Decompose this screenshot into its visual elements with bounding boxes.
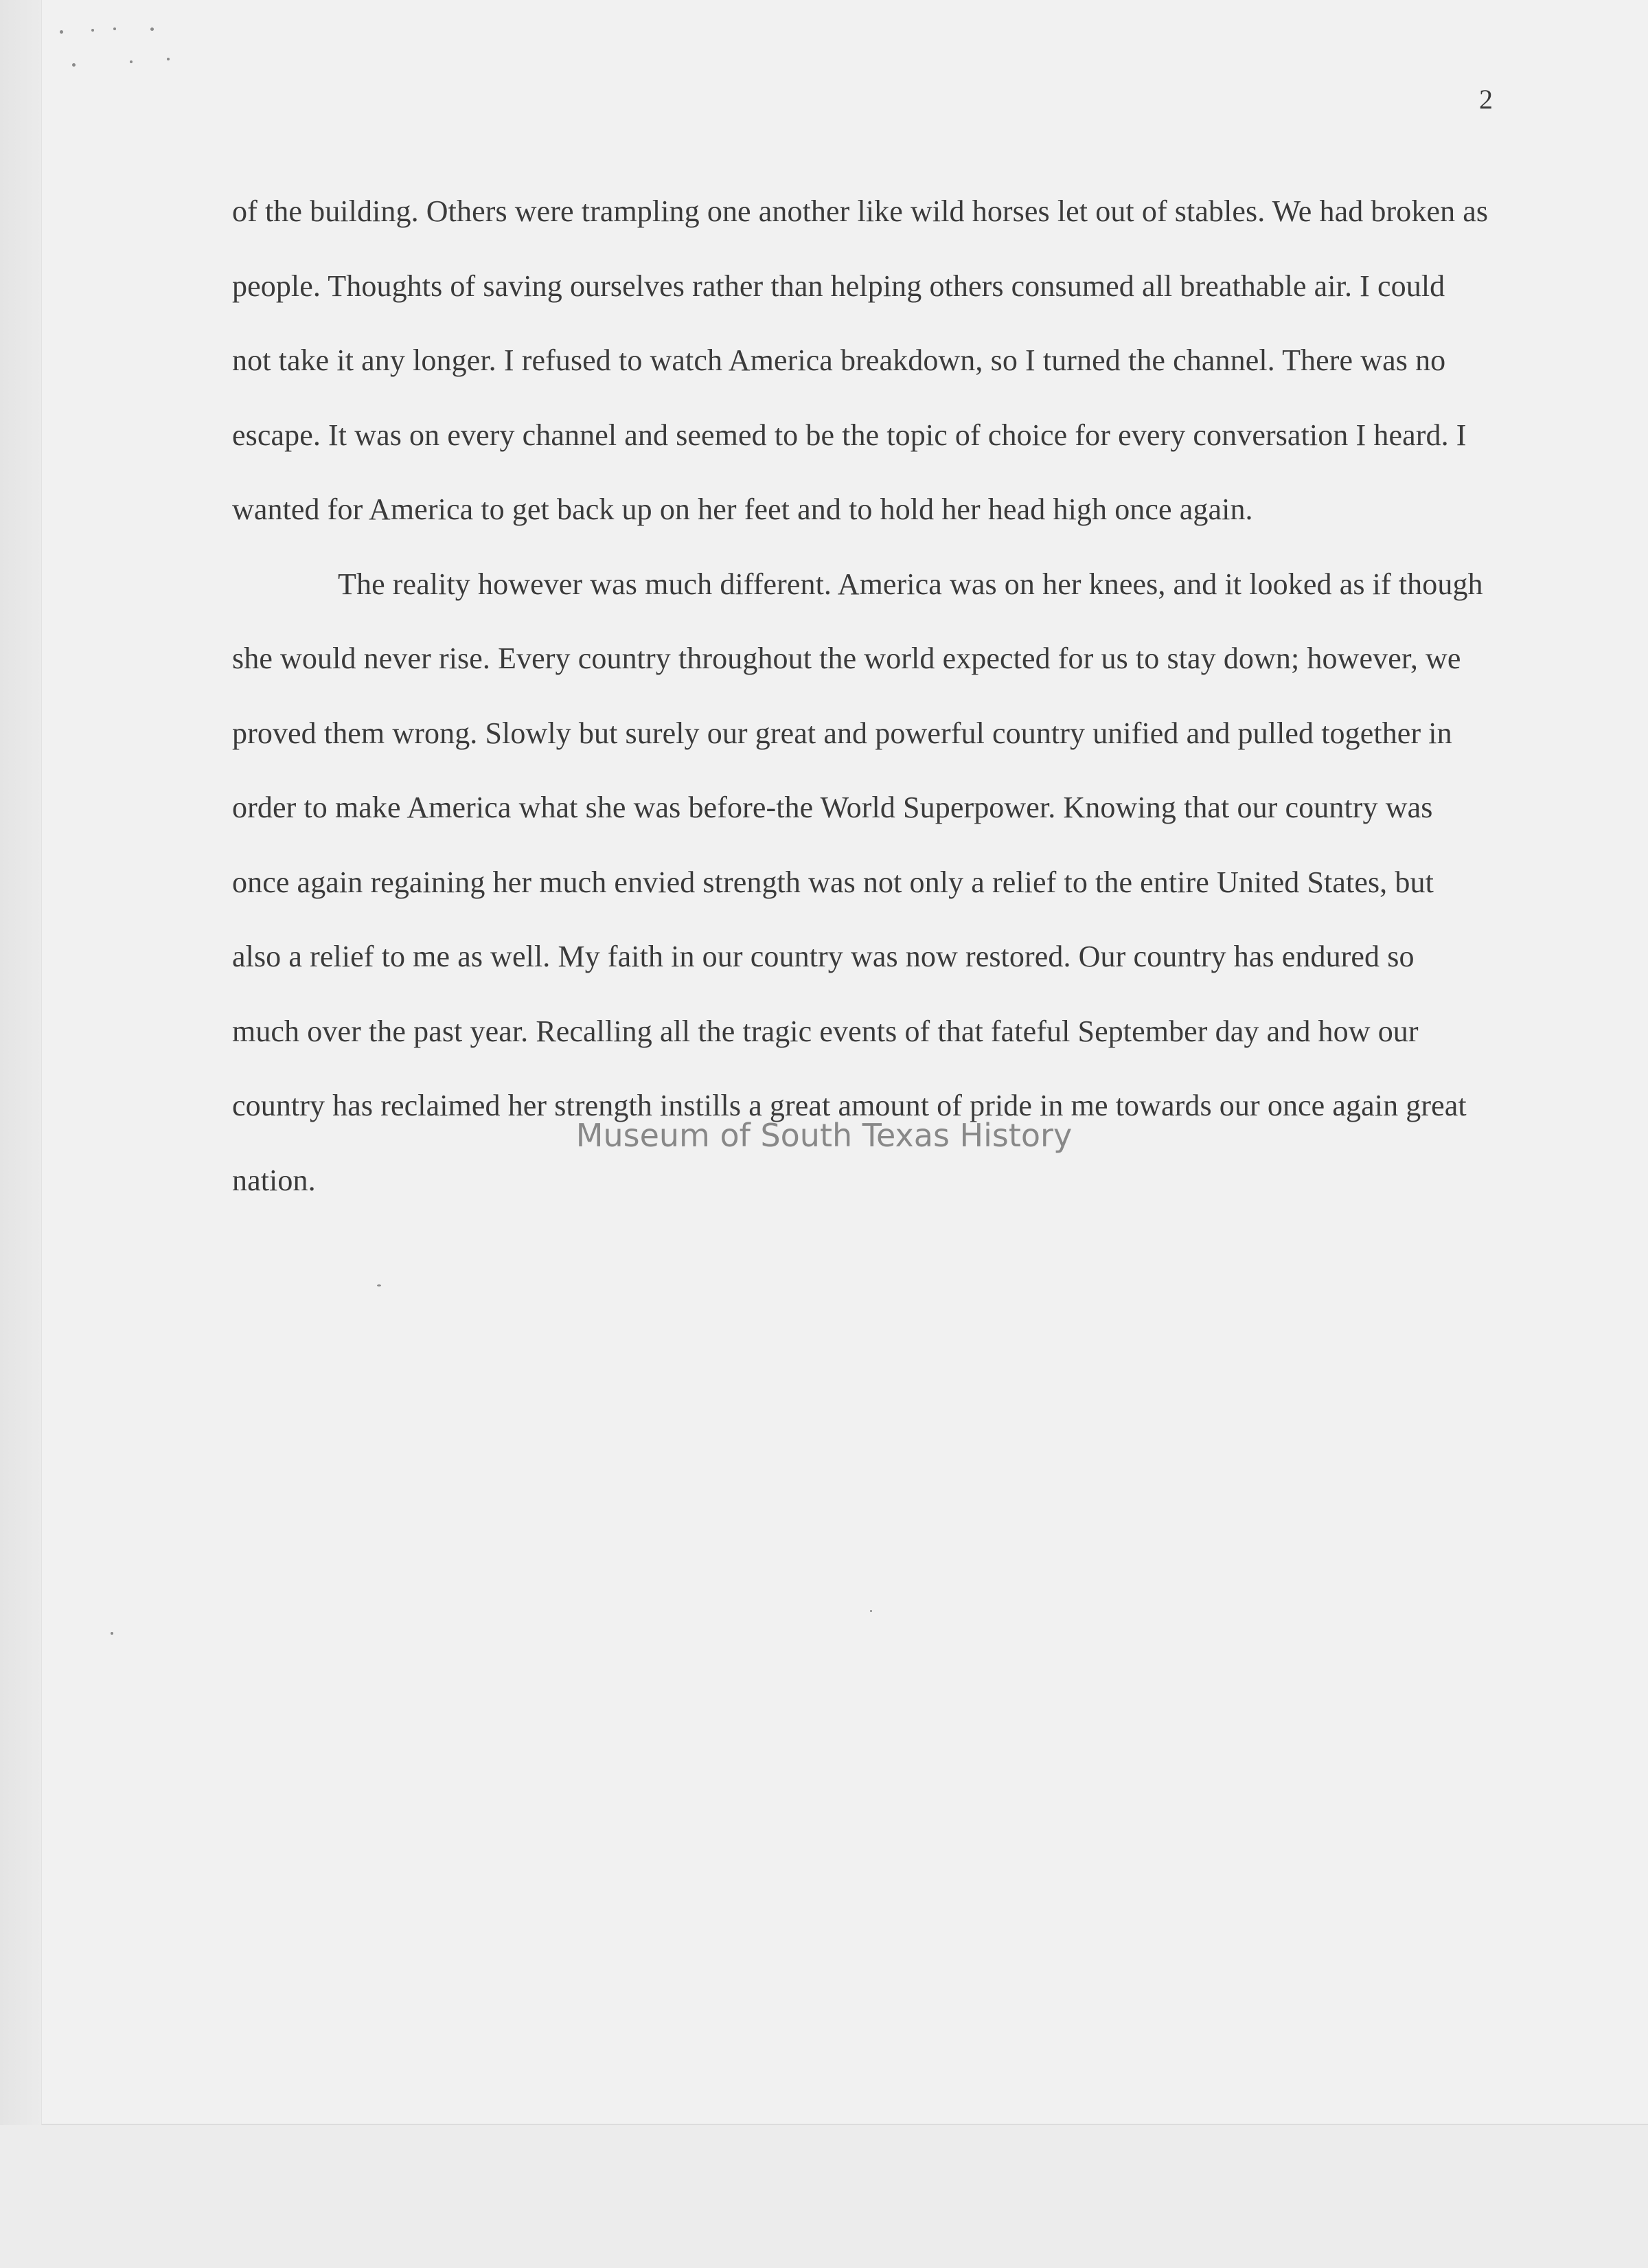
scan-bottom-margin [0, 2125, 1648, 2268]
paragraph: The reality however was much different. America was on her knees, and it looked as if though she would never rise. Every country throughout the world expected for us to stay down; however, we proved them wrong. Slowly but surely our great and powerful country unified and pulled together in order to make America what she was before-the World Superpower. Knowing that our country was once again regaining her much envied strength was not only a relief to the entire United States, but also a relief to me as well. My faith in our country was now restored. Our country has endured so much over the past year. Recalling all the tragic events of that fateful September day and how our country has reclaimed her strength instills a great amount of pride in me towards our once again great nation. [232, 567, 1483, 1197]
scan-speck [111, 1632, 113, 1635]
scan-speck [167, 58, 170, 60]
scan-speck [130, 60, 133, 63]
scan-speck [150, 27, 154, 31]
scan-speck [113, 27, 116, 30]
body-text [232, 174, 1489, 1218]
watermark: Museum of South Texas History [575, 1117, 1073, 1154]
scan-speck [870, 1610, 872, 1612]
scan-speck [91, 29, 94, 32]
scan-speck [72, 63, 76, 67]
scan-speck [60, 30, 63, 34]
page-number: 2 [1479, 84, 1493, 115]
paragraph: of the building. Others were trampling one another like wild horses let out of stables. We had broken as people. Thoughts of saving ourselves rather than helping others consumed all breathable air. I could not take it any longer. I refused to watch America breakdown, so I turned the channel. There was no escape. It was on every channel and seemed to be the topic of choice for every conversation I heard. I wanted for America to get back up on her feet and to hold her head high once again. [232, 194, 1489, 526]
scan-speck [377, 1284, 381, 1286]
